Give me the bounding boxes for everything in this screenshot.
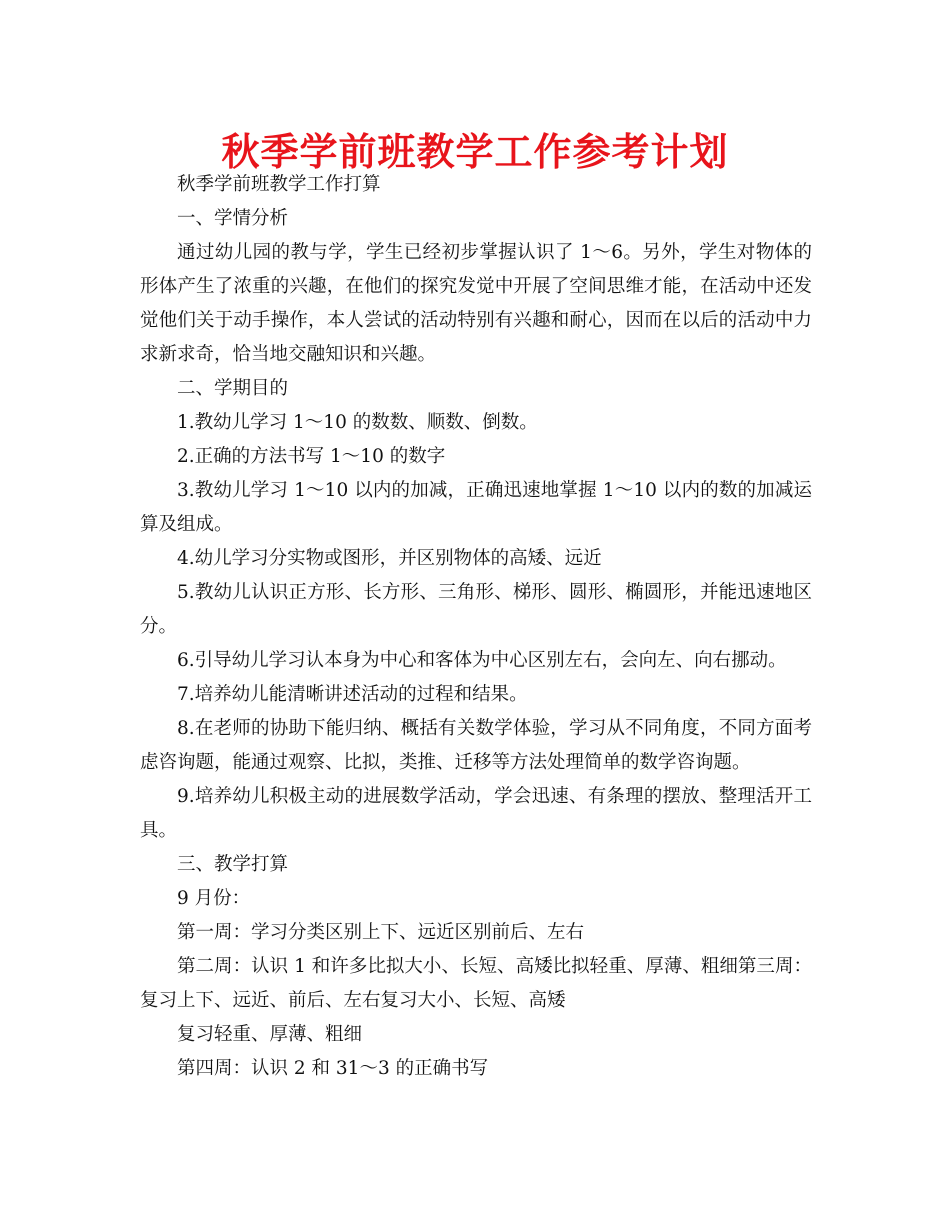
week-plan: 第二周：认识 1 和许多比拟大小、长短、高矮比拟轻重、厚薄、粗细第三周：复习上下、远近、前后、左右复习大小、长短、高矮 [140,956,812,1011]
list-item: 9.培养幼儿积极主动的进展数学活动，学会迅速、有条理的摆放、整理活开工具。 [140,786,812,841]
list-item: 4.幼儿学习分实物或图形，并区别物体的高矮、远近 [177,548,602,569]
section-heading: 一、学情分析 [177,208,289,229]
section-heading: 三、教学打算 [177,854,289,875]
paragraph: 通过幼儿园的教与学，学生已经初步掌握认识了 1～6。另外，学生对物体的形体产生了浓重的兴趣，在他们的探究发觉中开展了空间思维才能，在活动中还发觉他们关于动手操作，本人尝试的活动特别有兴趣和耐心，因而在以后的活动中力求新求奇，恰当地交融知识和兴趣。 [140,242,812,365]
list-item: 8.在老师的协助下能归纳、概括有关数学体验，学习从不同角度，不同方面考虑咨询题，能通过观察、比拟，类推、迁移等方法处理简单的数学咨询题。 [140,718,812,773]
list-item: 1.教幼儿学习 1～10 的数数、顺数、倒数。 [177,412,538,433]
week-plan: 复习轻重、厚薄、粗细 [177,1024,363,1045]
document-body [140,168,812,1086]
month-heading: 9 月份： [177,888,251,909]
paragraph: 秋季学前班教学工作打算 [177,174,381,195]
document-title: 秋季学前班教学工作参考计划 [221,130,729,174]
week-plan: 第一周：学习分类区别上下、远近区别前后、左右 [177,922,585,943]
list-item: 7.培养幼儿能清晰讲述活动的过程和结果。 [177,684,528,705]
list-item: 6.引导幼儿学习认本身为中心和客体为中心区别左右，会向左、向右挪动。 [177,650,787,671]
list-item: 2.正确的方法书写 1～10 的数字 [177,446,446,467]
week-plan: 第四周：认识 2 和 31～3 的正确书写 [177,1058,489,1079]
list-item: 5.教幼儿认识正方形、长方形、三角形、梯形、圆形、椭圆形，并能迅速地区分。 [140,582,812,637]
section-heading: 二、学期目的 [177,378,289,399]
list-item: 3.教幼儿学习 1～10 以内的加减，正确迅速地掌握 1～10 以内的数的加减运算及组成。 [140,480,812,535]
